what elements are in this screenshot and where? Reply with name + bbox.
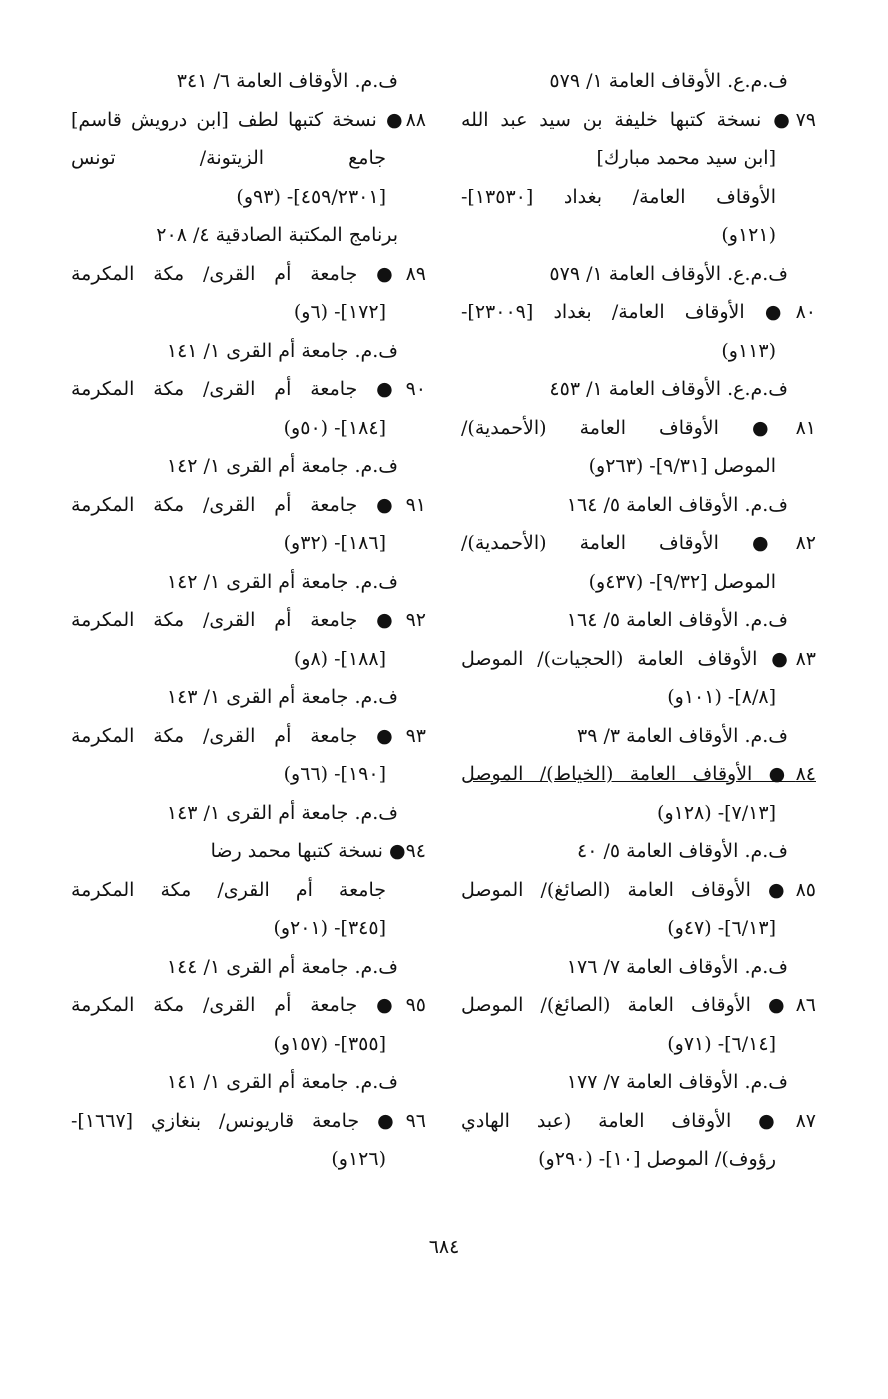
entry-line: ف.م. جامعة أم القرى ١/ ١٤٢ bbox=[166, 570, 398, 593]
entry-line: ف.م.ع. الأوقاف العامة ١/ ٥٧٩ bbox=[549, 70, 788, 92]
entry-line: ٨٤● الأوقاف العامة (الخياط)/ الموصل bbox=[461, 763, 816, 785]
entry-line: [٨/٨]- (١٠١و) bbox=[667, 686, 776, 708]
entry-line: ف.م.ع. الأوقاف العامة ١/ ٥٧٩ bbox=[549, 262, 788, 285]
entry-line: [١٨٤]- (٥٠و) bbox=[283, 416, 386, 439]
entry-line: ف.م. جامعة أم القرى ١/ ١٤١ bbox=[166, 1071, 398, 1093]
left-column bbox=[71, 62, 426, 1179]
entry-line: ف.م. جامعة أم القرى ١/ ١٤٣ bbox=[166, 686, 398, 708]
entry-line: [٦/١٣]- (٤٧و) bbox=[667, 917, 776, 939]
entry-line: الموصل [٩/٣٢]- (٤٣٧و) bbox=[588, 570, 776, 593]
entry-line: ف.م. جامعة أم القرى ١/ ١٤٤ bbox=[166, 955, 398, 978]
entry-line: [١٧٢]- (٦و) bbox=[293, 301, 386, 323]
entry-line: ف.م. جامعة أم القرى ١/ ١٤٣ bbox=[166, 801, 398, 824]
entry-line: جامع الزيتونة/ تونس bbox=[71, 147, 386, 169]
entry-line: [١٨٦]- (٣٢و) bbox=[283, 532, 386, 554]
entry-line: [١٨٨]- (٨و) bbox=[293, 647, 386, 670]
entry-line: ف.م. الأوقاف العامة ٥/ ٤٠ bbox=[577, 840, 788, 862]
entry-line: ٨١● الأوقاف العامة (الأحمدية)/ bbox=[461, 416, 816, 439]
entry-line: ف.م. الأوقاف العامة ٦/ ٣٤١ bbox=[176, 70, 398, 92]
entry-line: ف.م.ع. الأوقاف العامة ١/ ٤٥٣ bbox=[549, 378, 788, 400]
entry-line: [ابن سيد محمد مبارك] bbox=[596, 147, 776, 169]
entry-line: ف.م. الأوقاف العامة ٧/ ١٧٦ bbox=[566, 955, 788, 978]
entry-line: الموصل [٩/٣١]- (٢٦٣و) bbox=[588, 455, 776, 477]
right-column bbox=[461, 62, 816, 1179]
entry-line: ٨٨● نسخة كتبها لطف [ابن درويش قاسم] bbox=[71, 108, 426, 131]
entry-line: ف.م. جامعة أم القرى ١/ ١٤٢ bbox=[166, 455, 398, 477]
entry-line: ٩٤● نسخة كتبها محمد رضا bbox=[210, 840, 426, 862]
entry-line: رؤوف)/ الموصل [١٠]- (٢٩٠و) bbox=[538, 1148, 776, 1170]
entry-line: ف.م. الأوقاف العامة ٣/ ٣٩ bbox=[577, 724, 788, 747]
entry-line: [٦/١٤]- (٧١و) bbox=[667, 1032, 776, 1055]
entry-line: ٩١● جامعة أم القرى/ مكة المكرمة bbox=[71, 493, 426, 516]
entry-line: ٩٠● جامعة أم القرى/ مكة المكرمة bbox=[71, 378, 426, 400]
entry-line: [٤٥٩/٢٣٠١]- (٩٣و) bbox=[236, 185, 386, 208]
entry-line: ٩٢● جامعة أم القرى/ مكة المكرمة bbox=[71, 609, 426, 631]
entry-line: ٨٢● الأوقاف العامة (الأحمدية)/ bbox=[461, 532, 816, 554]
entry-line: الأوقاف العامة/ بغداد [١٣٥٣٠]- bbox=[461, 185, 776, 208]
entry-line: ٩٦● جامعة قاريونس/ بنغازي [١٦٦٧]- bbox=[71, 1109, 426, 1132]
entry-line: ٩٣● جامعة أم القرى/ مكة المكرمة bbox=[71, 724, 426, 747]
entry-line: (١١٣و) bbox=[721, 339, 776, 362]
entry-line: ف.م. الأوقاف العامة ٧/ ١٧٧ bbox=[566, 1071, 788, 1093]
entry-line: ٨٧● الأوقاف العامة (عبد الهادي bbox=[461, 1109, 816, 1132]
entry-line: ف.م. الأوقاف العامة ٥/ ١٦٤ bbox=[566, 609, 788, 631]
entry-line: جامعة أم القرى/ مكة المكرمة bbox=[71, 878, 386, 901]
entry-line: ٨٠● الأوقاف العامة/ بغداد [٢٣٠٠٩]- bbox=[461, 301, 816, 323]
entry-line: ٨٣● الأوقاف العامة (الحجيات)/ الموصل bbox=[461, 647, 816, 670]
entry-line: [٣٥٥]- (١٥٧و) bbox=[273, 1032, 386, 1055]
entry-line: ٨٦● الأوقاف العامة (الصائغ)/ الموصل bbox=[461, 994, 816, 1016]
entry-line: ف.م. الأوقاف العامة ٥/ ١٦٤ bbox=[566, 493, 788, 516]
entry-line: ٨٥● الأوقاف العامة (الصائغ)/ الموصل bbox=[461, 878, 816, 901]
entry-line: [٧/١٣]- (١٢٨و) bbox=[657, 801, 776, 824]
entry-line: [٣٤٥]- (٢٠١و) bbox=[273, 917, 386, 939]
entry-line: ٧٩● نسخة كتبها خليفة بن سيد عبد الله bbox=[461, 108, 816, 131]
page-number: ٦٨٤ bbox=[428, 1236, 460, 1258]
entry-line: (١٢٦و) bbox=[331, 1148, 386, 1170]
entry-line: (١٢١و) bbox=[721, 224, 776, 246]
entry-line: برنامج المكتبة الصادقية ٤/ ٢٠٨ bbox=[156, 224, 398, 246]
entry-line: [١٩٠]- (٦٦و) bbox=[283, 763, 386, 785]
entry-line: ف.م. جامعة أم القرى ١/ ١٤١ bbox=[166, 339, 398, 362]
entry-line: ٩٥● جامعة أم القرى/ مكة المكرمة bbox=[71, 994, 426, 1016]
entry-line: ٨٩● جامعة أم القرى/ مكة المكرمة bbox=[71, 262, 426, 285]
